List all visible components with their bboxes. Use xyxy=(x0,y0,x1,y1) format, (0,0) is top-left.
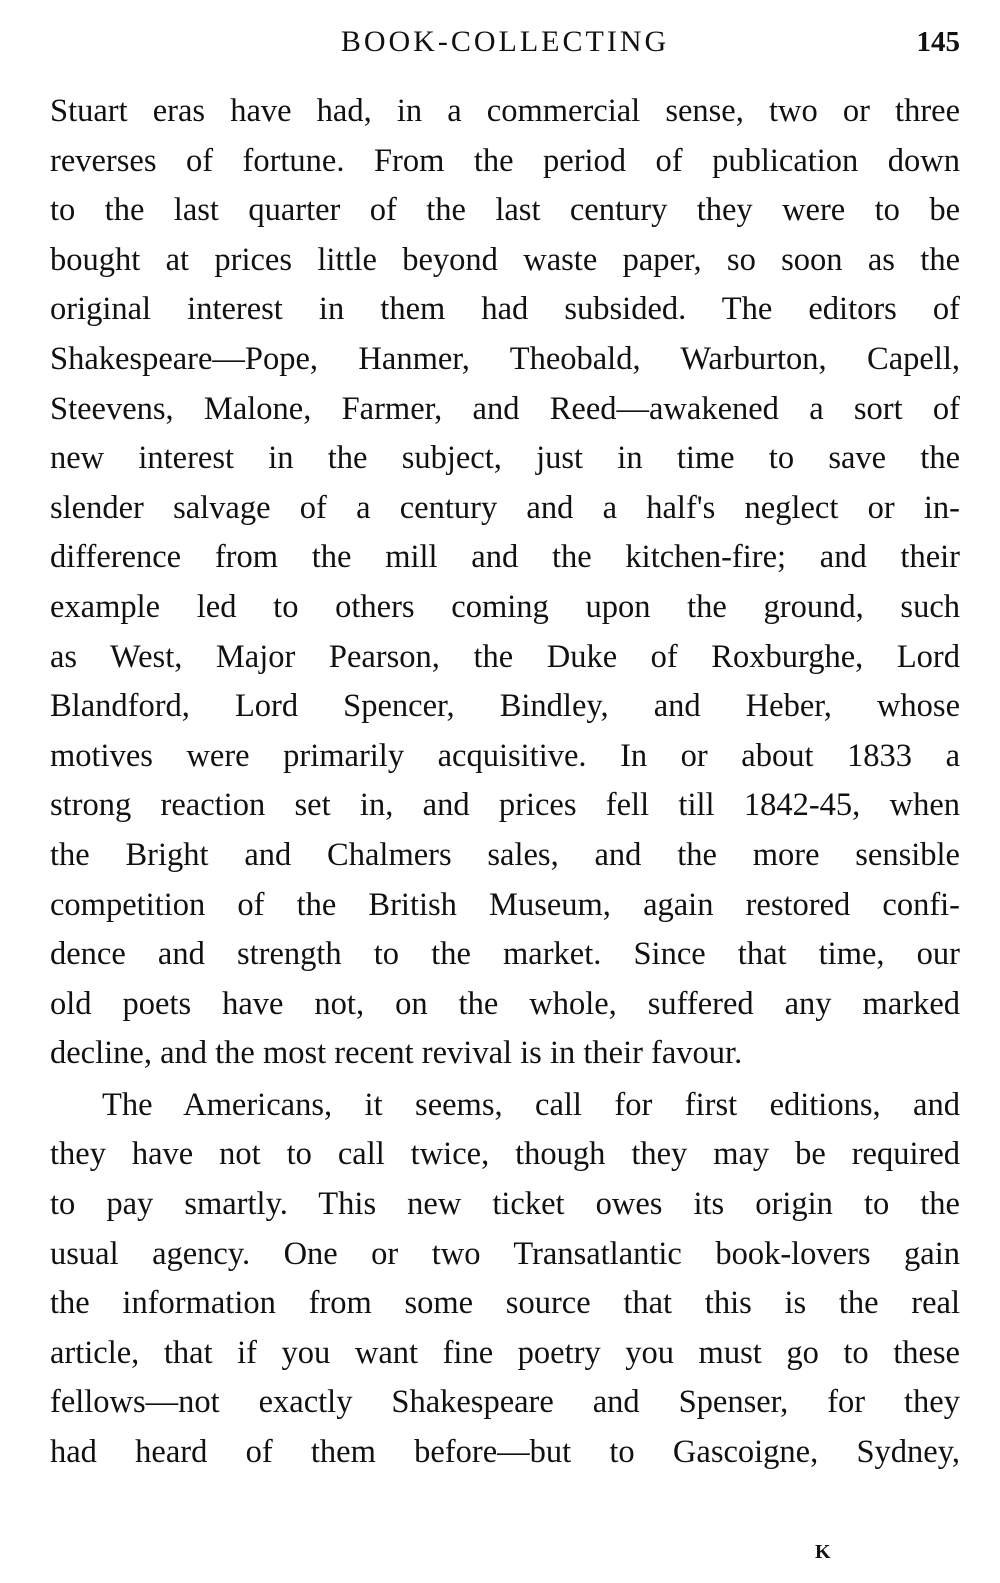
text-line: Blandford, Lord Spencer, Bindley, and Heber, whose xyxy=(50,688,960,725)
text-line: difference from the mill and the kitchen-fire; and their xyxy=(50,539,960,576)
text-line: new interest in the subject, just in time to save the xyxy=(50,440,960,477)
text-line: the Bright and Chalmers sales, and the more sensible xyxy=(50,836,960,873)
page-number: 145 xyxy=(916,26,960,58)
text-line: fellows—not exactly Shakespeare and Spenser, for they xyxy=(50,1384,960,1421)
text-line: example led to others coming upon the ground, such xyxy=(50,588,960,625)
text-line: usual agency. One or two Transatlantic book-lovers gain xyxy=(50,1235,960,1272)
text-line: as West, Major Pearson, the Duke of Roxburghe, Lord xyxy=(50,638,960,675)
text-line: slender salvage of a century and a half's neglect or in- xyxy=(50,489,960,526)
paragraph-1 xyxy=(50,87,960,1079)
text-line: dence and strength to the market. Since that time, our xyxy=(50,936,960,973)
text-line: competition of the British Museum, again restored confi- xyxy=(50,886,960,923)
text-line: article, that if you want fine poetry you must go to these xyxy=(50,1334,960,1371)
text-line: the information from some source that this is the real xyxy=(50,1285,960,1322)
text-line: had heard of them before—but to Gascoigne, Sydney, xyxy=(50,1434,960,1471)
text-line: original interest in them had subsided. The editors of xyxy=(50,291,960,328)
text-line: to pay smartly. This new ticket owes its origin to the xyxy=(50,1186,960,1223)
text-line: reverses of fortune. From the period of publication down xyxy=(50,142,960,179)
text-line: to the last quarter of the last century they were to be xyxy=(50,192,960,229)
text-line: Stuart eras have had, in a commercial sense, two or three xyxy=(50,93,960,129)
text-line: Shakespeare—Pope, Hanmer, Theobald, Warburton, Capell, xyxy=(50,340,960,377)
text-line: bought at prices little beyond waste paper, so soon as the xyxy=(50,241,960,278)
text-line: Steevens, Malone, Farmer, and Reed—awakened a sort of xyxy=(50,390,960,427)
signature-mark: K xyxy=(815,1541,831,1563)
text-line: decline, and the most recent revival is in their favour. xyxy=(50,1035,743,1072)
text-line: strong reaction set in, and prices fell till 1842-45, when xyxy=(50,787,960,824)
page-header xyxy=(50,20,960,64)
text-line: old poets have not, on the whole, suffered any marked xyxy=(50,985,960,1022)
text-line: motives were primarily acquisitive. In or about 1833 a xyxy=(50,737,960,774)
paragraph-2 xyxy=(50,1081,960,1478)
body-text xyxy=(50,87,960,1478)
text-line: they have not to call twice, though they may be required xyxy=(50,1136,960,1173)
running-head: BOOK-COLLECTING xyxy=(340,25,670,58)
text-line: The Americans, it seems, call for first editions, and xyxy=(102,1086,960,1123)
